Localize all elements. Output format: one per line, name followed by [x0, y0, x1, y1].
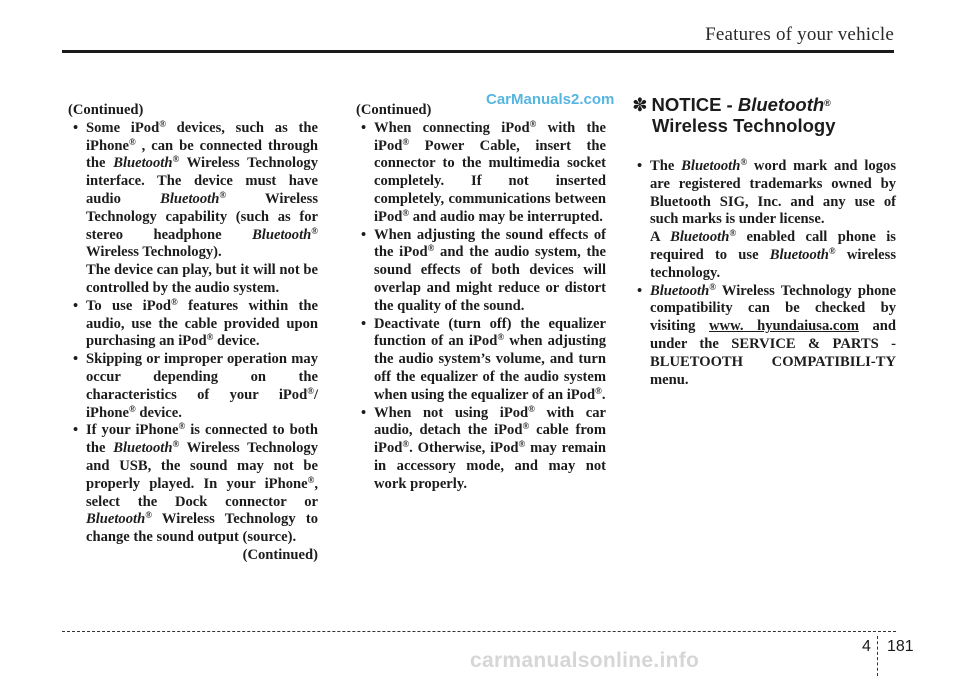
- list-item: • When adjusting the sound effects of the iPod® and the audio system, the sound effects of both devices will overlap and might reduce or distort the quality of the sound.: [356, 227, 606, 316]
- website-link[interactable]: www. hyundaiusa.com: [709, 318, 859, 335]
- list-item: • Some iPod® devices, such as the iPhone® , can be connected through the Bluetooth® Wireless Technology interface. The device must have audio Bluetooth® Wireless Technology capability (such as for stereo headphone Bluetooth® Wireless Technology). The device can play, but it will not be controlled by the audio system.: [68, 120, 318, 298]
- footer-rule: [62, 631, 896, 632]
- notice-heading: ✽ NOTICE - Bluetooth® Wireless Technology: [632, 94, 836, 136]
- header-rule: [62, 50, 894, 53]
- list-item: • When connecting iPod® with the iPod® Power Cable, insert the connector to the multimedia socket completely. If not inserted completely, communications between iPod® and audio may be interrupted.: [356, 120, 606, 227]
- watermark-bottom: carmanualsonline.info: [470, 649, 700, 672]
- continued-label-end: (Continued): [242, 546, 318, 563]
- watermark-top: CarManuals2.com: [486, 91, 615, 108]
- header-title: Features of your vehicle: [705, 24, 894, 45]
- column-1: [68, 102, 318, 565]
- bullet-list: [356, 120, 606, 494]
- continued-label: (Continued): [356, 102, 432, 118]
- list-item: • If your iPhone® is connected to both the Bluetooth® Wireless Technology and USB, the sound may not be properly played. In your iPhone®, select the Dock connector or Bluetooth® Wireless Technology to change the sound output (source).: [68, 422, 318, 547]
- list-item: • When not using iPod® with car audio, detach the iPod® cable from iPod®. Otherwise, iPod® may remain in accessory mode, and may not work properly.: [356, 405, 606, 494]
- list-item: • Deactivate (turn off) the equalizer function of an iPod® when adjusting the audio system’s volume, and turn off the equalizer of the audio system when using the equalizer of an iPod®.: [356, 316, 606, 405]
- footer-separator: [877, 636, 878, 676]
- continued-label: (Continued): [68, 102, 144, 118]
- list-item: • To use iPod® features within the audio, use the cable provided upon purchasing an iPod® device.: [68, 298, 318, 351]
- notice-star-icon: ✽: [632, 94, 648, 115]
- page-number: 181: [887, 638, 914, 655]
- bullet-list: [632, 158, 896, 389]
- column-2: [356, 102, 606, 494]
- list-item: • Skipping or improper operation may occur depending on the characteristics of your iPod®/ iPhone® device.: [68, 351, 318, 422]
- bullet-list: [68, 120, 318, 547]
- list-item-extra: The device can play, but it will not be controlled by the audio system.: [86, 262, 318, 296]
- list-item: • Bluetooth® Wireless Technology phone compatibility can be checked by visiting www. hyundaiusa.com and under the SERVICE & PARTS - BLUETOOTH COMPATIBILI-TY menu.: [632, 283, 896, 390]
- chapter-number: 4: [862, 638, 871, 655]
- column-3: [632, 94, 896, 389]
- list-item: • The Bluetooth® word mark and logos are registered trademarks owned by Bluetooth SIG, Inc. and any use of such marks is under license. A Bluetooth® enabled call phone is required to use Bluetooth® wireless technology.: [632, 158, 896, 283]
